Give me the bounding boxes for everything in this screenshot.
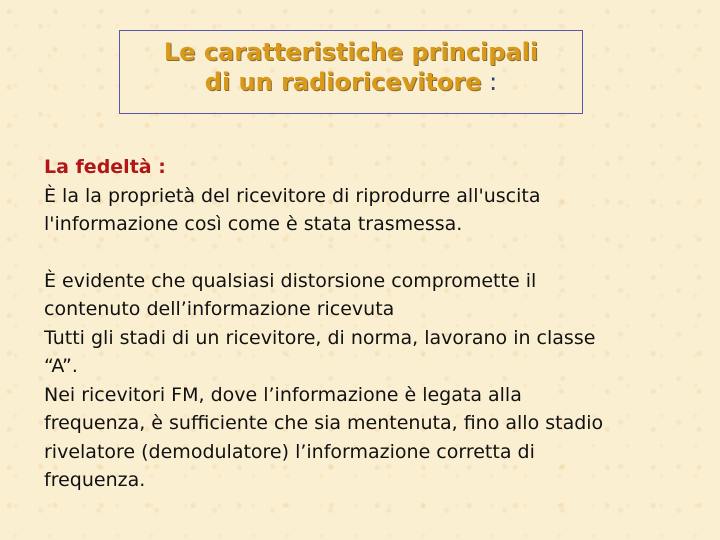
paragraph-3-line-2: frequenza, è sufficiente che sia mentenuta, fino allo stadio: [44, 412, 604, 434]
title-line-2: [120, 67, 582, 97]
paragraph-3-line-4: frequenza.: [44, 469, 146, 491]
paragraph-3-line-3: rivelatore (demodulatore) l’informazione corretta di: [44, 440, 535, 463]
paragraph-2-line-2: “A”.: [44, 355, 78, 377]
title-line-1: Le caratteristiche principali: [163, 38, 539, 66]
body-text: [44, 153, 684, 495]
title-line-2-text: di un radioricevitore: [204, 68, 482, 96]
title-colon: :: [481, 68, 498, 96]
paragraph-3-line-1: Nei ricevitori FM, dove l’informazione è legata alla: [44, 383, 522, 406]
section-heading: La fedeltà :: [44, 156, 166, 178]
paragraph-1-line-2: contenuto dell’informazione ricevuta: [44, 298, 395, 320]
definition-line-2: l'informazione così come è stata trasmessa.: [44, 213, 463, 235]
paragraph-2-line-1: Tutti gli stadi di un ricevitore, di norma, lavorano in classe: [44, 326, 596, 349]
paragraph-1-line-1: È evidente che qualsiasi distorsione compromette il: [44, 269, 537, 292]
title-box: [119, 30, 583, 114]
spacer: [44, 239, 684, 267]
definition-line-1: È la la proprietà del ricevitore di riprodurre all'uscita: [44, 184, 541, 207]
